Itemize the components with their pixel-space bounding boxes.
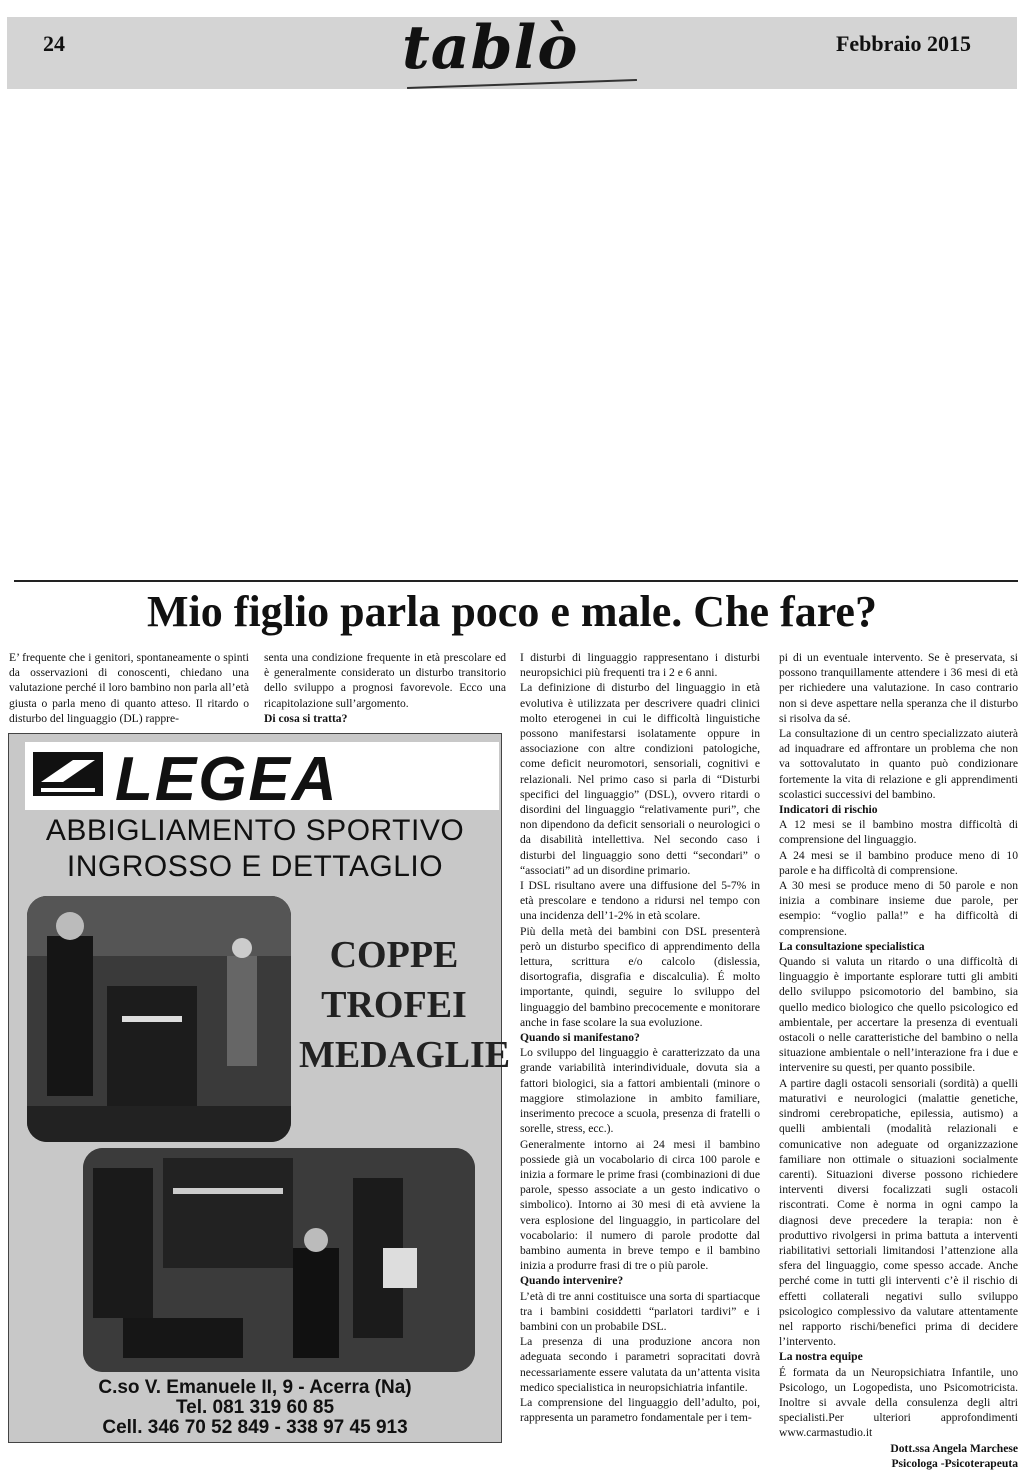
section-heading: La nostra equipe [779, 1350, 863, 1364]
paragraph: La comprensione del linguaggio dell’adulto, poi, rappresenta un parametro fondamentale per i tem- [520, 1395, 760, 1425]
ad-tagline-2: INGROSSO E DETTAGLIO [66, 850, 444, 883]
section-heading: Quando si manifestano? [520, 1031, 640, 1045]
paragraph: A 12 mesi se il bambino mostra difficoltà di comprensione del linguaggio. [779, 818, 1018, 847]
article-top-rule [14, 580, 1018, 582]
paragraph: La presenza di una produzione ancora non adeguata secondo i parametri sopracitati dovrà necessariamente essere valutata da un’attenta visita medico specialistica in neuropsichiatria infantile. [520, 1335, 760, 1394]
brand-name: LEGEA [115, 745, 339, 814]
paragraph: Lo sviluppo del linguaggio è caratterizzato da una grande variabilità interindividuale, dovuta sia a fattori biologici, sia a fattori ambientali (minore o maggiore stimolazione in ambito familiare, inserimento precoce a scuola, presenza di fratelli o sorelle, stress, ecc.). [520, 1046, 760, 1136]
masthead-logo: tablò [402, 13, 579, 83]
side-line: MEDAGLIE [299, 1034, 511, 1076]
paragraph: pi di un eventuale intervento. Se è preservata, si possono tranquillamente attendere i 36 mesi di età per richiedere una valutazione. In caso contrario non si deve aspettare nella speranza che il disturbo si risolva da sé. [779, 651, 1018, 725]
paragraph: A 30 mesi se produce meno di 50 parole e non inizia a combinare insieme due parole, per esempio: “voglio palla!” e ha difficoltà di comprensione. [779, 879, 1018, 938]
store-mobile: Cell. 346 70 52 849 - 338 97 45 913 [102, 1417, 408, 1438]
paragraph: La definizione di disturbo del linguaggio in età evolutiva è utilizzata per descrivere quadri clinici molto eterogenei in cui le difficoltà linguistiche possono manifestarsi isolatamente oppure in associazione con altre condizioni patologiche, come deficit neuromotori, sensoriali, cognitivi e relazionali. Nel primo caso si parla di “Disturbi specifici del linguaggio” (DSL), ovvero ritardi o disordini del linguaggio “relativamente puri”, che non dipendono da deficit sensoriali o neurologici o da disabilità intellettiva. Nel secondo caso i disturbi del linguaggio sono detti “secondari” o “associati” ad un disordine primario. [520, 681, 760, 877]
column-1 [9, 650, 249, 726]
store-interior-image [83, 1148, 475, 1372]
store-address: C.so V. Emanuele II, 9 - Acerra (Na) [98, 1377, 412, 1398]
section-heading: Indicatori di rischio [779, 803, 878, 817]
store-photo-1 [27, 896, 291, 1142]
paragraph: I disturbi di linguaggio rappresentano i disturbi neuropsichici più frequenti tra i 2 e 6 anni. [520, 651, 760, 680]
paragraph: Generalmente intorno ai 24 mesi il bambino possiede già un vocabolario di circa 100 parole e inizia a formare le prime frasi (combinazioni di due parole, spesso associate a un gesto indicativo o simbolico). Intorno ai 30 mesi di età avviene la vera esplosione del linguaggio, in particolare del vocabolario: il numero di parole prodotte dal bambino aumenta in breve tempo e il bambino inizia a produrre frasi di tre o più parole. [520, 1137, 760, 1273]
ad-side-text [299, 930, 511, 1080]
paragraph: I DSL risultano avere una diffusione del 5-7% in età prescolare e tendono a ridursi nel tempo con una incidenza dell’1-2% in età scolare. [520, 879, 760, 923]
article-title: Mio figlio parla poco e male. Che fare? [147, 587, 877, 636]
side-line: COPPE [329, 934, 459, 976]
paragraph: A 24 mesi se il bambino produce meno di 10 parole e ha difficoltà di comprensione. [779, 848, 1018, 877]
paragraph: E’ frequente che i genitori, spontaneamente o spinti da osservazioni di conoscenti, chiedano una valutazione perché il loro bambino non parla all’età giusta o parla meno di quanto atteso. Il ritardo o disturbo del linguaggio (DL) rappre- [9, 651, 249, 725]
store-photo-2 [83, 1148, 475, 1372]
store-interior-image [27, 896, 291, 1142]
paragraph: L’età di tre anni costituisce una sorta di spartiacque tra i bambini cosiddetti “parlatori tardivi” e i bambini con un probabile DSL. [520, 1289, 760, 1333]
column-4 [779, 650, 1018, 1471]
legea-logo-icon [33, 752, 103, 796]
paragraph: Più della metà dei bambini con DSL presenterà però un disturbo specifico di apprendimento della lettura, scrittura e/o calcolo (dislessia, disortografia, disgrafia e discalculia). É molto importante, quindi, seguire lo sviluppo del linguaggio del bambino precocemente e monitorare anche in fase scolare la sua evoluzione. [520, 924, 760, 1029]
paragraph: A partire dagli ostacoli sensoriali (sordità) a quelli maturativi e neurologici (malattie genetiche, sindromi cerebropatiche, epilessia, autismo) a quelli ambientali (modalità relazionali e comunicative non adeguate od organizzazione familiare non ottimale o situazioni socialmente carenti). Situazioni diverse possono richiedere interventi diversi focalizzati sugli ostacoli riscontrati. Come è norma in ogni campo la diagnosi deve precedere la terapia: non è produttivo rivolgersi in prima battuta a interventi riabilitativi settoriali limitandosi l’attenzione alla sfera del linguaggio, come spesso accade. Anche perché come in tutti gli interventi c’è il rischio di effetti collaterali negativi sullo sviluppo psicologico complessivo da valutare attentamente nel rapporto rischi/benefici prima di decidere l’intervento. [779, 1076, 1018, 1349]
section-heading: La consultazione specialistica [779, 939, 925, 953]
page-number: 24 [43, 31, 65, 56]
store-telephone: Tel. 081 319 60 85 [175, 1397, 335, 1418]
column-3 [520, 650, 760, 1425]
paragraph: senta una condizione frequente in età prescolare ed è generalmente considerato un disturbo transitorio dello sviluppo a prognosi favorevole. Ecco una ricapitolazione sull’argomento. [264, 651, 506, 710]
section-heading: Di cosa si tratta? [264, 711, 348, 725]
section-heading: Quando intervenire? [520, 1274, 624, 1288]
page-header [7, 13, 1017, 89]
author-role: Psicologa -Psicoterapeuta [891, 1456, 1018, 1470]
brand-banner [25, 742, 499, 814]
side-line: TROFEI [321, 984, 467, 1026]
legea-advertisement [8, 733, 511, 1443]
issue-date: Febbraio 2015 [835, 31, 971, 56]
paragraph: La consultazione di un centro specializzato aiuterà ad inquadrare ed affrontare un problema che non va sottovalutato in quanto può condizionare fortemente la vita di relazione e gli apprendimenti scolastici successivi del bambino. [779, 727, 1018, 801]
column-2 [264, 650, 506, 726]
paragraph: É formata da un Neuropsichiatra Infantile, uno Psicologo, un Logopedista, uno Psicomotricista. Inoltre si avvale della consulenza degli altri specialisti.Per ulteriori approfondimenti www.carmastudio.it [779, 1365, 1018, 1440]
paragraph: Quando si valuta un ritardo o una difficoltà di linguaggio è importante esplorare tutti gli ambiti dello sviluppo psicomotorio del bambino, sia quello medico biologico che quello psicologico ed ambientale, per accertare la presenza di eventuali ostacoli o nelle caratteristiche del bambino o nella situazione ambientale o nell’interazione fra i due e intervenire su questi, per quanto possibile. [779, 955, 1018, 1075]
author-name: Dott.ssa Angela Marchese [890, 1441, 1018, 1455]
ad-tagline-1: ABBIGLIAMENTO SPORTIVO [45, 814, 465, 847]
